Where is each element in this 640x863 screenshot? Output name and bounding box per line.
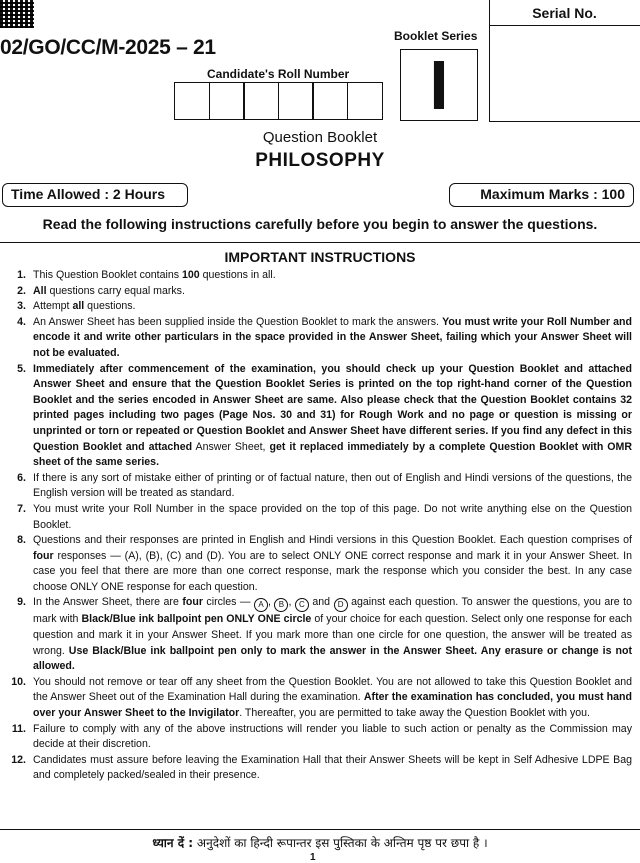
- instruction-item: [0, 299, 632, 315]
- instruction-text: questions.: [84, 300, 136, 313]
- read-instructions-line: Read the following instructions carefully before you begin to answer the questions.: [42, 216, 598, 232]
- instruction-text: responses — (A), (B), (C) and (D). You are to select ONLY ONE correct response and mark it in your Answer Sheet. In case you feel that there are more than one correct response, mark the response which you consider the best. In any case choose ONLY ONE response for each question.: [33, 549, 632, 593]
- instruction-number: 5.: [17, 362, 26, 375]
- roll-digit-box: [347, 82, 383, 120]
- instruction-text: Failure to comply with any of the above instructions will render you liable to such action or penalty as the Commission may decide at their discretion.: [33, 722, 632, 751]
- hindi-note: [0, 834, 640, 851]
- serial-number-label: Serial No.: [489, 0, 640, 26]
- instruction-item: [0, 315, 632, 362]
- instruction-bold-text: four: [182, 596, 203, 609]
- instruction-item: [0, 753, 632, 784]
- instruction-bold-text: Use Black/Blue ink ballpoint pen only to mark the answer in the Answer Sheet. Any erasure or change is not allowed.: [33, 644, 632, 673]
- instruction-bold-text: You must write your Roll Number and encode it and write other particulars in the space provided in the Answer Sheet, failing which your Answer Sheet will not be evaluated.: [33, 315, 632, 359]
- instruction-item: [0, 471, 632, 502]
- instruction-number: 8.: [17, 534, 26, 547]
- roll-digit-box: [209, 82, 245, 120]
- instruction-bold-text: 100: [181, 269, 200, 281]
- instruction-text: Attempt: [33, 300, 73, 313]
- instruction-bold-text: get it replaced immediately by a complete Question Booklet with OMR sheet of the same series.: [33, 440, 633, 469]
- instruction-number: 2.: [17, 284, 26, 297]
- instruction-item: [0, 533, 632, 595]
- instruction-item: [0, 595, 632, 674]
- instruction-text: questions in all.: [199, 269, 276, 281]
- instruction-bold-text: After the examination has concluded, you must hand over your Answer Sheet to the Invigilator: [33, 691, 632, 720]
- time-allowed: Time Allowed : 2 Hours: [2, 183, 188, 207]
- roll-digit-box: [312, 82, 348, 120]
- booklet-series-box: [400, 46, 478, 124]
- instruction-text: ,: [288, 596, 295, 609]
- instruction-text: against each question. To answer the questions, you are to mark with: [33, 596, 633, 626]
- answer-circle-icon: A: [254, 598, 268, 612]
- hindi-note-text: अनुदेशों का हिन्दी रूपान्तर इस पुस्तिका के अन्तिम पृष्ठ पर छपा है ।: [193, 836, 488, 850]
- instruction-text: Candidates must assure before leaving the Examination Hall that their Answer Sheets will be kept in Self Adhesive LDPE Bag and completely packed/sealed in their presence.: [33, 753, 632, 782]
- instruction-text: ,: [268, 596, 275, 609]
- answer-circle-icon: D: [334, 598, 348, 612]
- instruction-item: [0, 675, 632, 722]
- instruction-number: 7.: [17, 502, 26, 515]
- instruction-text: and: [308, 596, 334, 609]
- instruction-text: In the Answer Sheet, there are: [33, 596, 183, 609]
- roll-digit-box: [278, 82, 314, 120]
- booklet-label: Question Booklet: [262, 129, 378, 146]
- instruction-number: 4.: [17, 315, 26, 328]
- instruction-text: of your choice for each question. Select only one response for each question and mark it in your Answer Sheet. If you mark more than one circle for one question, the answer will be treated as wrong.: [33, 613, 632, 657]
- instruction-number: 6.: [17, 471, 26, 484]
- instruction-text: Answer Sheet,: [192, 440, 270, 453]
- roll-number-label: Candidate's Roll Number: [207, 67, 350, 81]
- divider: [0, 242, 640, 243]
- answer-circle-icon: B: [274, 598, 288, 612]
- paper-code: 02/GO/CC/M-2025 – 21: [0, 36, 216, 59]
- instruction-number: 10.: [11, 675, 26, 688]
- booklet-series-value: I: [429, 46, 449, 124]
- instruction-number: 11.: [11, 722, 26, 735]
- instruction-item: [0, 362, 632, 471]
- maximum-marks: Maximum Marks : 100: [449, 183, 634, 207]
- instruction-bold-text: All: [33, 284, 47, 297]
- instruction-text: This Question Booklet contains: [33, 269, 182, 281]
- instruction-bold-text: Immediately after commencement of the examination, you should check up your Question Booklet and attached Answer Sheet and ensure that the Question Booklet Series is printed on the top right-hand corner of the Question Booklet and the series encoded in Answer Sheet are same. Also please check that the Question Booklet contains 32 printed pages including two pages (Page Nos. 30 and 31) for Rough Work and no page or question is missing or unprinted or torn or repeated or Question Booklet and Answer Sheet have different series. If you find any defect in this Question Booklet and attached: [33, 362, 632, 453]
- instruction-bold-text: all: [72, 300, 85, 313]
- instruction-item: [0, 284, 632, 300]
- footer-divider: [0, 829, 640, 830]
- qr-code: [0, 0, 34, 28]
- instruction-text: Questions and their responses are printed in English and Hindi versions in this Question Booklet. Each question comprises of: [33, 534, 632, 547]
- instruction-text: questions carry equal marks.: [46, 284, 185, 297]
- instruction-number: 12.: [11, 753, 26, 766]
- booklet-series-label: Booklet Series: [394, 29, 478, 43]
- instruction-item: [0, 722, 632, 753]
- roll-digit-box: [174, 82, 210, 120]
- page-number: 1: [310, 852, 316, 863]
- instructions-heading: IMPORTANT INSTRUCTIONS: [224, 249, 416, 265]
- roll-digit-box: [243, 82, 279, 120]
- answer-circle-icon: C: [295, 598, 309, 612]
- instruction-number: 3.: [17, 300, 26, 313]
- instruction-text: circles —: [202, 596, 255, 609]
- instruction-text: You should not remove or tear off any sheet from the Question Booklet. You are not allowed to take this Question Booklet and the Answer Sheet out of the Examination Hall during the examination.: [33, 675, 632, 704]
- roll-number-boxes: [174, 82, 381, 120]
- instruction-text: You must write your Roll Number in the space provided on the top of this page. Do not write anything else on the Question Booklet.: [33, 502, 632, 531]
- instruction-number: 1.: [17, 269, 26, 281]
- instruction-number: 9.: [17, 596, 26, 609]
- instruction-bold-text: four: [33, 549, 54, 562]
- subject-title: PHILOSOPHY: [255, 150, 385, 171]
- hindi-note-label: ध्यान दें :: [152, 836, 194, 850]
- instruction-item: [0, 268, 632, 284]
- instruction-item: [0, 502, 632, 533]
- instruction-text: An Answer Sheet has been supplied inside the Question Booklet to mark the answers.: [33, 315, 443, 328]
- instruction-bold-text: Black/Blue ink ballpoint pen ONLY ONE circle: [81, 613, 312, 626]
- instruction-text: . Thereafter, you are permitted to take away the Question Booklet with you.: [239, 707, 591, 720]
- instruction-text: If there is any sort of mistake either of printing or of factual nature, then out of English and Hindi versions of the questions, the English version will be treated as standard.: [33, 471, 632, 500]
- instructions-list: [0, 268, 632, 784]
